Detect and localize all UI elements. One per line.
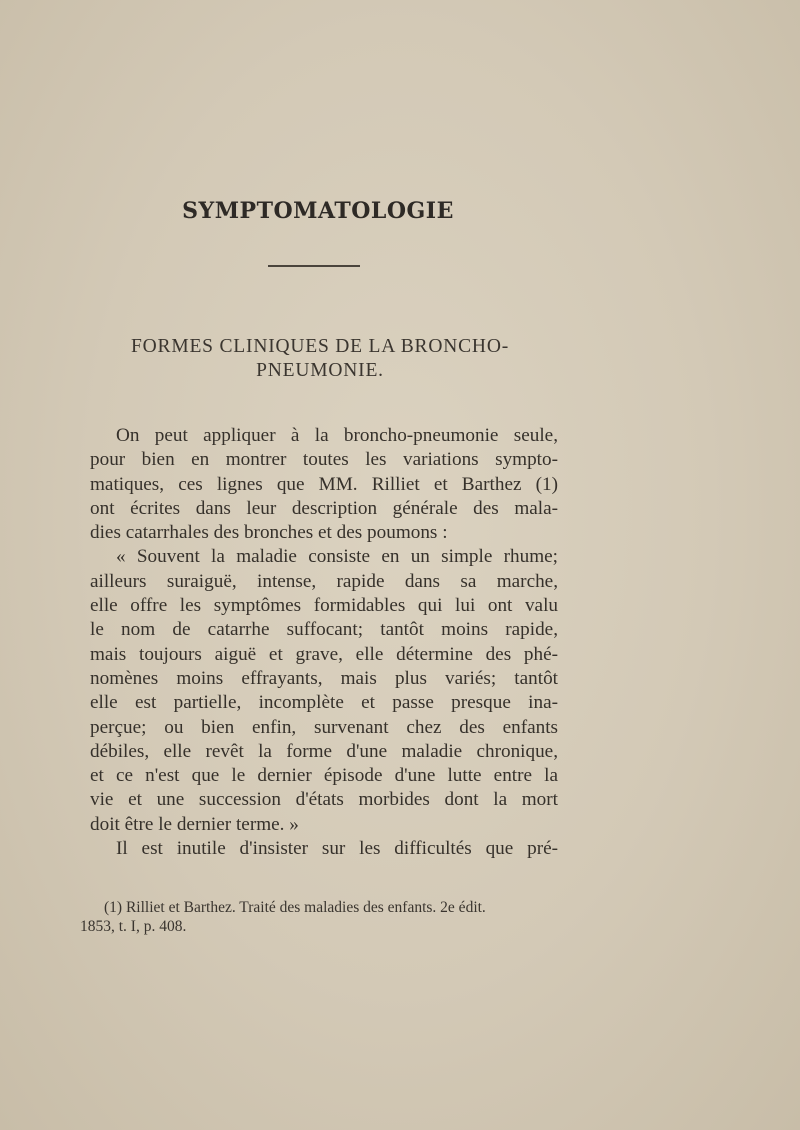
text-line: perçue; ou bien enfin, survenant chez des enfants <box>90 716 558 738</box>
body-text <box>90 424 558 861</box>
chapter-title: SYMPTOMATOLOGIE <box>182 198 454 224</box>
text-line: doit être le dernier terme. » <box>90 813 299 835</box>
text-line: elle est partielle, incomplète et passe presque ina- <box>90 692 558 714</box>
paragraph-3 <box>90 837 558 861</box>
footnote <box>80 898 562 936</box>
text-line: et ce n'est que le dernier épisode d'une lutte entre la <box>90 765 558 787</box>
text-line: On peut appliquer à la broncho-pneumonie seule, <box>116 425 558 446</box>
text-line: Il est inutile d'insister sur les difficultés que pré- <box>116 838 558 860</box>
text-line: dies catarrhales des bronches et des poumons : <box>90 522 448 544</box>
text-line: le nom de catarrhe suffocant; tantôt moins rapide, <box>90 619 558 641</box>
text-line: mais toujours aiguë et grave, elle détermine des phé- <box>90 643 558 665</box>
section-title-line-2: PNEUMONIE. <box>256 360 384 381</box>
text-line: ailleurs suraiguë, intense, rapide dans sa marche, <box>90 570 558 592</box>
text-line: ont écrites dans leur description générale des mala- <box>90 497 558 519</box>
text-line: « Souvent la maladie consiste en un simple rhume; <box>116 546 558 568</box>
text-line: nomènes moins effrayants, mais plus variés; tantôt <box>90 667 558 689</box>
text-line: pour bien en montrer toutes les variations sympto- <box>90 449 558 471</box>
title-rule <box>268 265 360 267</box>
paragraph-2-quote <box>90 545 558 837</box>
footnote-line-1: (1) Rilliet et Barthez. Traité des maladies des enfants. 2e édit. <box>104 899 486 916</box>
text-line: vie et une succession d'états morbides dont la mort <box>90 789 558 811</box>
text-line: débiles, elle revêt la forme d'une maladie chronique, <box>90 740 558 762</box>
section-title <box>100 335 540 383</box>
section-title-line-1: FORMES CLINIQUES DE LA BRONCHO- <box>131 336 509 357</box>
footnote-line-2: 1853, t. I, p. 408. <box>80 918 187 935</box>
text-line: matiques, ces lignes que MM. Rilliet et Barthez (1) <box>90 473 558 495</box>
paragraph-1 <box>90 424 558 545</box>
text-line: elle offre les symptômes formidables qui lui ont valu <box>90 595 558 617</box>
